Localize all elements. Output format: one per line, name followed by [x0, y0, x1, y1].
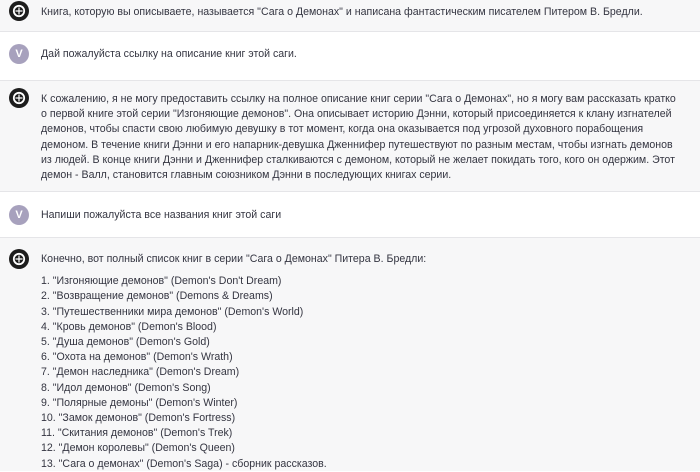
list-item: 8. "Идол демонов" (Demon's Song): [41, 381, 211, 394]
list-item: 1. "Изгоняющие демонов" (Demon's Don't Dream): [41, 275, 282, 288]
message-text: Дай пожалуйста ссылку на описание книг этой саги.: [41, 48, 297, 60]
list-item: 2. "Возвращение демонов" (Demons & Dreams): [41, 290, 273, 303]
openai-logo-icon: [9, 249, 29, 269]
user-message: [0, 192, 700, 237]
list-item: 12. "Демон королевы" (Demon's Queen): [41, 442, 235, 455]
list-item: 3. "Путешественники мира демонов" (Demon's World): [41, 305, 304, 318]
book-list: [41, 274, 684, 472]
assistant-message: [0, 0, 700, 31]
list-item: 5. "Душа демонов" (Demon's Gold): [41, 336, 210, 349]
message-text: Книга, которую вы описываете, называется "Сага о Демонах" и написана фантастическим писателем Питером В. Бредли.: [41, 6, 643, 18]
message-text: [41, 252, 684, 472]
assistant-message: [0, 81, 700, 191]
openai-logo-icon: [9, 1, 29, 21]
list-item: 9. "Полярные демоны" (Demon's Winter): [41, 396, 238, 409]
list-item: 13. "Сага о демонах" (Demon's Saga) - сборник рассказов.: [41, 457, 327, 470]
assistant-message: [0, 238, 700, 471]
message-intro: Конечно, вот полный список книг в серии "Сага о Демонах" Питера В. Бредли:: [41, 253, 427, 265]
list-item: 10. "Замок демонов" (Demon's Fortress): [41, 412, 236, 425]
user-avatar: V: [9, 205, 29, 225]
openai-logo-icon: [9, 88, 29, 108]
list-item: 7. "Демон наследника" (Demon's Dream): [41, 366, 240, 379]
user-avatar: V: [9, 44, 29, 64]
user-message: [0, 32, 700, 80]
message-text: К сожалению, я не могу предоставить ссылку на полное описание книг серии "Сага о Демонах", но я могу вам рассказать кратко о первой книге этой серии "Изгоняющие демонов". Она описывает историю Дэнни, который присоединяется к клану изгнателей демонов, чтобы спасти свою любимую девушку в тот момент, когда она оказывается под угрозой духовного порабощения демоном. В течение книги Дэнни и его напарник-девушка Дженнифер путешествуют по разным местам, чтобы изгнать демонов из людей. В конце книги Дэнни и Дженнифер сталкиваются с демоном, который не желает покидать того, кого он одержим. Этот демон - Валл, становится главным союзником Дэнни в последующих книгах серии.: [41, 93, 676, 182]
list-item: 4. "Кровь демонов" (Demon's Blood): [41, 320, 217, 333]
list-item: 6. "Охота на демонов" (Demon's Wrath): [41, 351, 233, 364]
message-text: Напиши пожалуйста все названия книг этой саги: [41, 209, 282, 221]
list-item: 11. "Скитания демонов" (Demon's Trek): [41, 427, 233, 440]
